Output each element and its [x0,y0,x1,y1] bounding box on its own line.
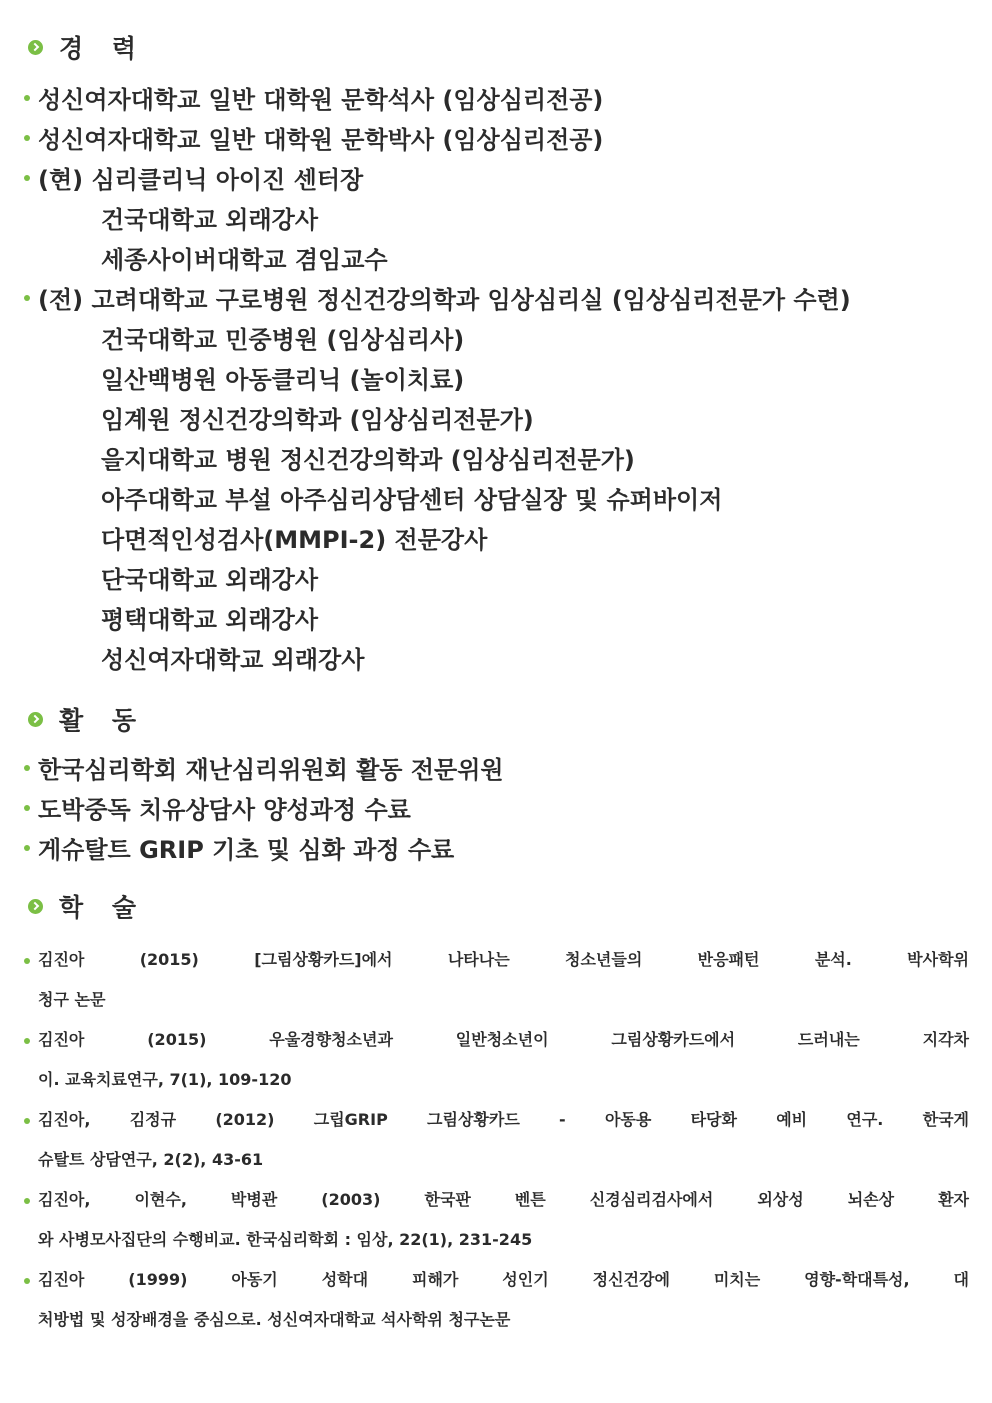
bullet-icon [24,295,30,301]
career-section-header [28,30,146,64]
career-subitem: 다면적인성검사(MMPI-2) 전문강사 [101,525,488,554]
publication-item: 김진아, 김정규 (2012) 그립GRIP 그림상황카드 - 아동용 타당화 예비 연구. 한국게 슈탈트 상담연구, 2(2), 43-61 [24,1100,969,1180]
activity-item: 도박중독 치유상담사 양성과정 수료 [24,788,411,826]
career-subitem: 을지대학교 병원 정신건강의학과 (임상심리전문가) [101,445,635,474]
bullet-icon [24,805,30,811]
career-subitem: 평택대학교 외래강사 [101,605,319,634]
chevron-circle-icon [28,40,43,55]
activities-section-title: 활 동 [59,706,147,735]
bullet-icon [24,1118,30,1124]
bullet-icon [24,1038,30,1044]
career-subitem: 단국대학교 외래강사 [101,565,319,594]
bullet-icon [24,1278,30,1284]
career-item: 성신여자대학교 일반 대학원 문학박사 (임상심리전공) [24,118,603,156]
activity-item: 한국심리학회 재난심리위원회 활동 전문위원 [24,748,504,786]
bullet-icon [24,95,30,101]
publication-item: 김진아 (2015) 우울경향청소년과 일반청소년이 그림상황카드에서 드러내는 지각차 이. 교육치료연구, 7(1), 109-120 [24,1020,969,1100]
career-subitem: 건국대학교 외래강사 [101,205,319,234]
career-subitem: 일산백병원 아동클리닉 (놀이치료) [101,365,465,394]
career-subitem: 아주대학교 부설 아주심리상담센터 상담실장 및 슈퍼바이저 [101,485,723,514]
bullet-icon [24,175,30,181]
career-subitem: 성신여자대학교 외래강사 [101,645,365,674]
publication-item: 김진아, 이현수, 박병관 (2003) 한국판 벤튼 신경심리검사에서 외상성 뇌손상 환자 와 사병모사집단의 수행비교. 한국심리학회 : 임상, 22(1), 231-245 [24,1180,969,1260]
bullet-icon [24,1198,30,1204]
chevron-circle-icon [28,899,43,914]
publication-item: 김진아 (1999) 아동기 성학대 피해가 성인기 정신건강에 미치는 영향-학대특성, 대 처방법 및 성장배경을 중심으로. 성신여자대학교 석사학위 청구논문 [24,1260,969,1340]
career-item: (전) 고려대학교 구로병원 정신건강의학과 임상심리실 (임상심리전문가 수련) [24,278,851,316]
bullet-icon [24,135,30,141]
publication-item: 김진아 (2015) [그림상황카드]에서 나타나는 청소년들의 반응패턴 분석. 박사학위 청구 논문 [24,940,969,1020]
bullet-icon [24,765,30,771]
career-subitem: 임계원 정신건강의학과 (임상심리전문가) [101,405,534,434]
career-item: 성신여자대학교 일반 대학원 문학석사 (임상심리전공) [24,78,603,116]
career-subitem: 건국대학교 민중병원 (임상심리사) [101,325,465,354]
career-item: (현) 심리클리닉 아이진 센터장 [24,158,363,196]
career-section-title: 경 력 [59,34,147,63]
activities-section-header [28,702,146,736]
academic-section-title: 학 술 [59,893,147,922]
bullet-icon [24,845,30,851]
academic-section-header [28,889,146,923]
activity-item: 게슈탈트 GRIP 기초 및 심화 과정 수료 [24,828,454,866]
bullet-icon [24,958,30,964]
chevron-circle-icon [28,712,43,727]
career-subitem: 세종사이버대학교 겸임교수 [101,245,388,274]
